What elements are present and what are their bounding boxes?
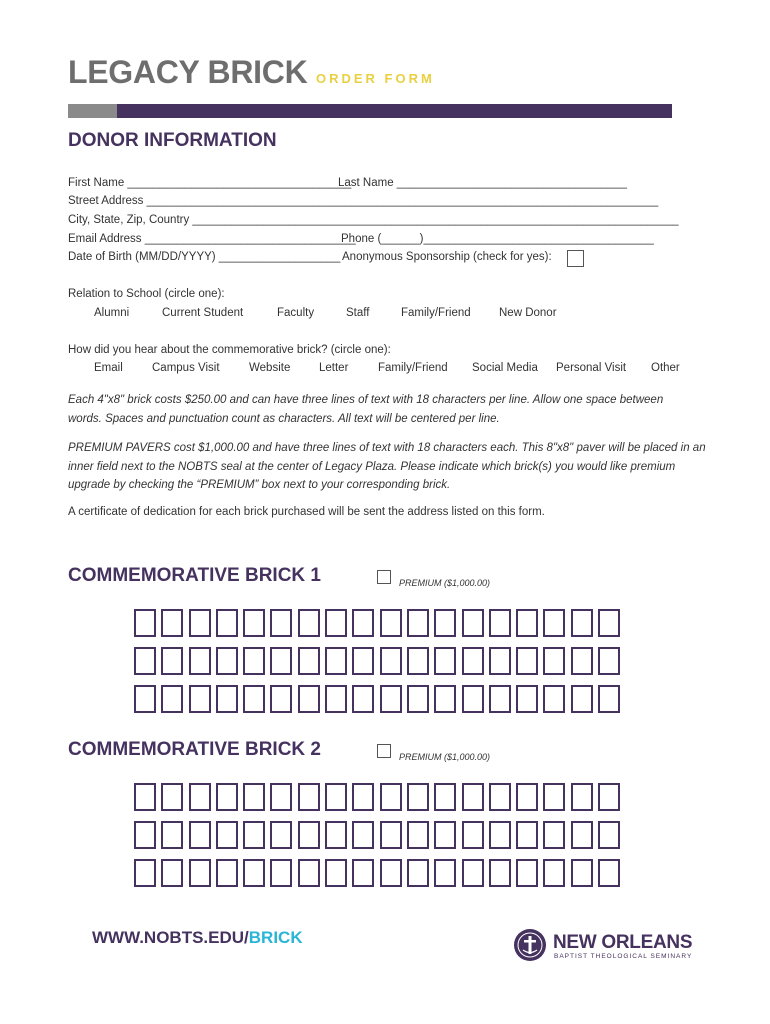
brick-2-char-box[interactable] xyxy=(407,821,429,849)
brick-1-char-box[interactable] xyxy=(352,647,374,675)
brick-1-char-box[interactable] xyxy=(462,609,484,637)
brick-1-char-box[interactable] xyxy=(598,647,620,675)
brick-2-char-box[interactable] xyxy=(216,859,238,887)
brick-1-char-box[interactable] xyxy=(270,647,292,675)
form-subtitle: ORDER FORM xyxy=(316,71,435,86)
brick-1-char-box[interactable] xyxy=(134,609,156,637)
form-title: LEGACY BRICK xyxy=(68,54,308,90)
brick-2-char-box[interactable] xyxy=(270,859,292,887)
brick-2-char-box[interactable] xyxy=(161,859,183,887)
brick-1-char-box[interactable] xyxy=(189,647,211,675)
brick-pricing-info: Each 4"x8" brick costs $250.00 and can have three lines of text with 18 characters per line. Allow one space between words. Spaces and punctuation count as characters. All text will be centered per line. xyxy=(68,394,664,425)
street-address-field[interactable]: Street Address ________________________________________________________________________________ xyxy=(68,195,659,207)
brick-1-char-box[interactable] xyxy=(216,609,238,637)
brick-2-char-box[interactable] xyxy=(352,783,374,811)
brick-1-char-box[interactable] xyxy=(407,609,429,637)
brick-1-char-box[interactable] xyxy=(462,647,484,675)
brick-2-char-box[interactable] xyxy=(380,859,402,887)
brick-2-char-box[interactable] xyxy=(161,821,183,849)
brick-1-char-box[interactable] xyxy=(325,647,347,675)
brick-2-char-box[interactable] xyxy=(243,859,265,887)
hear-option-website[interactable]: Website xyxy=(249,362,291,374)
brick-2-char-box[interactable] xyxy=(462,821,484,849)
brick-1-char-box[interactable] xyxy=(598,685,620,713)
brick-1-char-box[interactable] xyxy=(380,647,402,675)
city-state-zip-field[interactable]: City, State, Zip, Country ____________________________________________________________________________ xyxy=(68,214,679,226)
premium-paver-info: PREMIUM PAVERS cost $1,000.00 and have three lines of text with 18 characters each. This 8"x8" paver will be placed in an inner field next to the NOBTS seal at the center of Legacy Plaza. Please indicate which brick(s) you would like premium upgrade by checking the “PREMIUM” box next to your corresponding brick. xyxy=(68,442,706,491)
relation-option-family-friend[interactable]: Family/Friend xyxy=(401,307,471,319)
brick-1-char-box[interactable] xyxy=(298,685,320,713)
brick-2-premium-checkbox[interactable] xyxy=(377,744,391,758)
brick-1-char-box[interactable] xyxy=(243,647,265,675)
relation-option-alumni[interactable]: Alumni xyxy=(94,307,130,319)
brick-1-char-box[interactable] xyxy=(434,647,456,675)
website-url-domain[interactable]: WWW.NOBTS.EDU/ xyxy=(92,928,249,947)
hear-option-family-friend[interactable]: Family/Friend xyxy=(378,362,448,374)
brick-1-premium-label: PREMIUM ($1,000.00) xyxy=(399,578,491,588)
brick-2-char-box[interactable] xyxy=(571,783,593,811)
brick-2-char-box[interactable] xyxy=(216,783,238,811)
relation-option-current-student[interactable]: Current Student xyxy=(162,307,244,319)
relation-prompt: Relation to School (circle one): xyxy=(68,288,225,300)
brick-1-char-box[interactable] xyxy=(216,647,238,675)
brick-2-char-box[interactable] xyxy=(489,859,511,887)
brick-1-char-box[interactable] xyxy=(571,647,593,675)
brick-1-char-box[interactable] xyxy=(543,647,565,675)
email-field[interactable]: Email Address _________________________________ xyxy=(68,233,356,245)
brick-2-char-box[interactable] xyxy=(134,783,156,811)
brick-1-char-box[interactable] xyxy=(243,685,265,713)
anonymous-checkbox[interactable] xyxy=(567,250,584,267)
brick-1-char-box[interactable] xyxy=(161,647,183,675)
brick-2-char-box[interactable] xyxy=(598,821,620,849)
anonymous-label: Anonymous Sponsorship (check for yes): xyxy=(342,251,552,263)
brick-2-char-box[interactable] xyxy=(407,859,429,887)
brick-2-char-box[interactable] xyxy=(298,859,320,887)
brick-1-char-box[interactable] xyxy=(134,685,156,713)
brick-1-char-box[interactable] xyxy=(325,685,347,713)
brick-1-char-box[interactable] xyxy=(407,685,429,713)
brick-1-char-box[interactable] xyxy=(434,685,456,713)
brick-1-char-box[interactable] xyxy=(571,609,593,637)
brick-2-title: COMMEMORATIVE BRICK 2 xyxy=(68,739,321,760)
brick-2-char-box[interactable] xyxy=(352,821,374,849)
website-url-path[interactable]: BRICK xyxy=(248,928,303,947)
brick-1-char-box[interactable] xyxy=(216,685,238,713)
brick-1-char-box[interactable] xyxy=(270,685,292,713)
first-name-field[interactable]: First Name ___________________________________ xyxy=(68,177,352,189)
brick-2-char-box[interactable] xyxy=(598,859,620,887)
brick-2-char-box[interactable] xyxy=(516,859,538,887)
brick-2-char-box[interactable] xyxy=(352,859,374,887)
brick-2-char-box[interactable] xyxy=(516,783,538,811)
hear-option-social-media[interactable]: Social Media xyxy=(472,362,538,374)
brick-2-char-box[interactable] xyxy=(189,783,211,811)
brick-1-char-box[interactable] xyxy=(434,609,456,637)
brick-1-char-box[interactable] xyxy=(325,609,347,637)
brick-2-premium-label: PREMIUM ($1,000.00) xyxy=(399,752,491,762)
brick-1-char-box[interactable] xyxy=(489,685,511,713)
brick-2-char-box[interactable] xyxy=(325,821,347,849)
seminary-logo-subtitle: BAPTIST THEOLOGICAL SEMINARY xyxy=(554,953,693,960)
brick-2-char-box[interactable] xyxy=(489,821,511,849)
brick-2-char-box[interactable] xyxy=(298,821,320,849)
brick-1-char-box[interactable] xyxy=(352,609,374,637)
brick-1-character-grid xyxy=(134,609,620,713)
brick-2-char-box[interactable] xyxy=(134,859,156,887)
brick-2-char-box[interactable] xyxy=(571,859,593,887)
last-name-field[interactable]: Last Name ____________________________________ xyxy=(338,177,628,189)
hear-option-campus-visit[interactable]: Campus Visit xyxy=(152,362,220,374)
header-bar-gray xyxy=(68,104,117,118)
brick-2-char-box[interactable] xyxy=(598,783,620,811)
brick-1-char-box[interactable] xyxy=(543,609,565,637)
brick-2-char-box[interactable] xyxy=(216,821,238,849)
relation-option-staff[interactable]: Staff xyxy=(346,307,370,319)
phone-field[interactable]: Phone (______)____________________________________ xyxy=(341,233,654,245)
relation-option-new-donor[interactable]: New Donor xyxy=(499,307,557,319)
brick-1-char-box[interactable] xyxy=(516,685,538,713)
brick-1-char-box[interactable] xyxy=(134,647,156,675)
hear-option-letter[interactable]: Letter xyxy=(319,362,349,374)
brick-1-char-box[interactable] xyxy=(516,609,538,637)
brick-1-char-box[interactable] xyxy=(161,609,183,637)
brick-2-char-box[interactable] xyxy=(189,859,211,887)
brick-1-char-box[interactable] xyxy=(380,609,402,637)
brick-2-char-box[interactable] xyxy=(489,783,511,811)
brick-2-char-box[interactable] xyxy=(380,783,402,811)
brick-1-char-box[interactable] xyxy=(462,685,484,713)
brick-1-char-box[interactable] xyxy=(380,685,402,713)
brick-1-char-box[interactable] xyxy=(543,685,565,713)
brick-2-char-box[interactable] xyxy=(407,783,429,811)
brick-1-char-box[interactable] xyxy=(189,609,211,637)
brick-2-char-box[interactable] xyxy=(543,783,565,811)
brick-2-char-box[interactable] xyxy=(270,821,292,849)
brick-1-title: COMMEMORATIVE BRICK 1 xyxy=(68,565,321,586)
brick-2-char-box[interactable] xyxy=(543,859,565,887)
brick-2-char-box[interactable] xyxy=(243,783,265,811)
brick-1-char-box[interactable] xyxy=(489,609,511,637)
website-url[interactable] xyxy=(92,928,303,948)
brick-2-char-box[interactable] xyxy=(543,821,565,849)
brick-2-char-box[interactable] xyxy=(161,783,183,811)
seminary-seal-icon xyxy=(513,928,547,962)
brick-2-char-box[interactable] xyxy=(298,783,320,811)
hear-prompt: How did you hear about the commemorative brick? (circle one): xyxy=(68,344,391,356)
brick-1-char-box[interactable] xyxy=(489,647,511,675)
brick-2-char-box[interactable] xyxy=(243,821,265,849)
brick-1-char-box[interactable] xyxy=(407,647,429,675)
brick-2-char-box[interactable] xyxy=(571,821,593,849)
certificate-info: A certificate of dedication for each brick purchased will be sent the address listed on this form. xyxy=(68,506,545,518)
brick-2-char-box[interactable] xyxy=(434,821,456,849)
brick-2-char-box[interactable] xyxy=(462,859,484,887)
donor-section-title: DONOR INFORMATION xyxy=(68,130,277,151)
brick-2-char-box[interactable] xyxy=(134,821,156,849)
brick-2-char-box[interactable] xyxy=(462,783,484,811)
brick-1-char-box[interactable] xyxy=(598,609,620,637)
date-of-birth-field[interactable]: Date of Birth (MM/DD/YYYY) ___________________ xyxy=(68,251,341,263)
brick-2-char-box[interactable] xyxy=(434,859,456,887)
brick-2-character-grid xyxy=(134,783,620,887)
brick-1-char-box[interactable] xyxy=(298,647,320,675)
brick-1-char-box[interactable] xyxy=(161,685,183,713)
brick-2-char-box[interactable] xyxy=(270,783,292,811)
brick-2-char-box[interactable] xyxy=(516,821,538,849)
brick-1-char-box[interactable] xyxy=(571,685,593,713)
brick-1-char-box[interactable] xyxy=(352,685,374,713)
brick-1-premium-checkbox[interactable] xyxy=(377,570,391,584)
seminary-logo-name: NEW ORLEANS xyxy=(553,932,693,953)
brick-1-char-box[interactable] xyxy=(270,609,292,637)
brick-2-char-box[interactable] xyxy=(380,821,402,849)
hear-option-personal-visit[interactable]: Personal Visit xyxy=(556,362,627,374)
brick-1-char-box[interactable] xyxy=(298,609,320,637)
header-bar-purple xyxy=(117,104,672,118)
brick-2-char-box[interactable] xyxy=(189,821,211,849)
brick-1-char-box[interactable] xyxy=(516,647,538,675)
brick-2-char-box[interactable] xyxy=(325,783,347,811)
brick-2-char-box[interactable] xyxy=(325,859,347,887)
brick-1-char-box[interactable] xyxy=(243,609,265,637)
brick-2-char-box[interactable] xyxy=(434,783,456,811)
hear-option-email[interactable]: Email xyxy=(94,362,123,374)
brick-1-char-box[interactable] xyxy=(189,685,211,713)
relation-option-faculty[interactable]: Faculty xyxy=(277,307,315,319)
hear-option-other[interactable]: Other xyxy=(651,362,680,374)
